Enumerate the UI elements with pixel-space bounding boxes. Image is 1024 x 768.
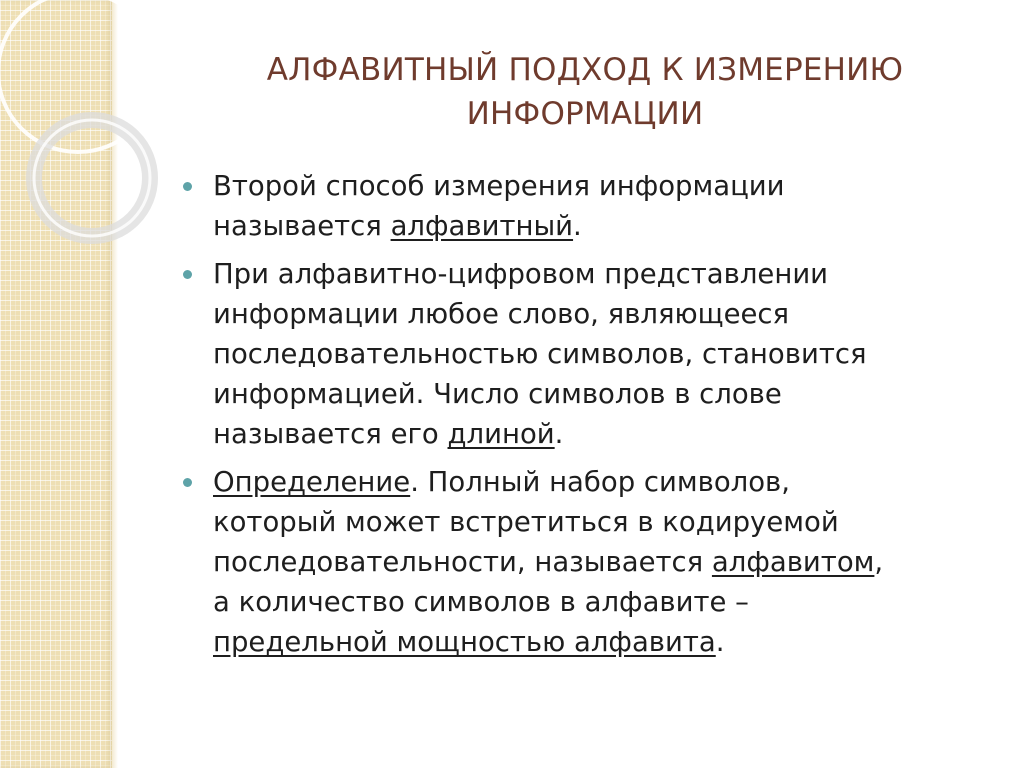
text-line [213, 542, 1013, 582]
term-length: длиной [447, 418, 555, 450]
text-line [213, 462, 1013, 502]
term-alphabetic: алфавитный [390, 210, 574, 242]
text-segment: Второй способ измерения информации [213, 170, 785, 202]
text-line [213, 502, 1013, 542]
bullet-dot-icon [183, 478, 192, 487]
bullet-dot-icon [183, 182, 192, 191]
text-line [213, 254, 1013, 294]
side-band-edge [112, 0, 118, 768]
text-segment: называется его [213, 418, 448, 450]
text-line [213, 582, 1013, 622]
term-definition: Определение [213, 466, 411, 498]
text-segment: информацией. Число символов в слове [213, 378, 782, 410]
text-line [213, 166, 1013, 206]
text-line [213, 206, 1013, 246]
text-line [213, 414, 1013, 454]
text-segment: последовательности, называется [213, 546, 712, 578]
text-segment: . Полный набор символов, [410, 466, 791, 498]
term-alphabet: алфавитом [711, 546, 875, 578]
text-segment: а количество символов в алфавите – [213, 586, 749, 618]
term-alphabet-power: предельной мощностью алфавита [213, 626, 716, 658]
text-segment: информации любое слово, являющееся [213, 298, 790, 330]
bullet-dot-icon [183, 270, 192, 279]
slide-title-line-2: ИНФОРМАЦИИ [466, 96, 704, 132]
text-segment: При алфавитно-цифровом представлении [213, 258, 829, 290]
bullet-item [183, 166, 1013, 246]
text-segment: называется [213, 210, 391, 242]
slide-body [183, 166, 1013, 670]
text-segment: . [715, 626, 725, 658]
text-line [213, 334, 1013, 374]
text-segment: который может встретиться в кодируемой [213, 506, 839, 538]
bullet-item [183, 462, 1013, 662]
text-line [213, 374, 1013, 414]
text-line [213, 294, 1013, 334]
slide-title [150, 48, 1020, 136]
decorative-side-band [0, 0, 112, 768]
text-segment: последовательностью символов, становится [213, 338, 867, 370]
text-line [213, 622, 1013, 662]
text-segment: . [554, 418, 564, 450]
bullet-item [183, 254, 1013, 454]
text-segment: , [874, 546, 884, 578]
text-segment: . [573, 210, 582, 242]
slide-title-line-1: АЛФАВИТНЫЙ ПОДХОД К ИЗМЕРЕНИЮ [266, 52, 904, 88]
